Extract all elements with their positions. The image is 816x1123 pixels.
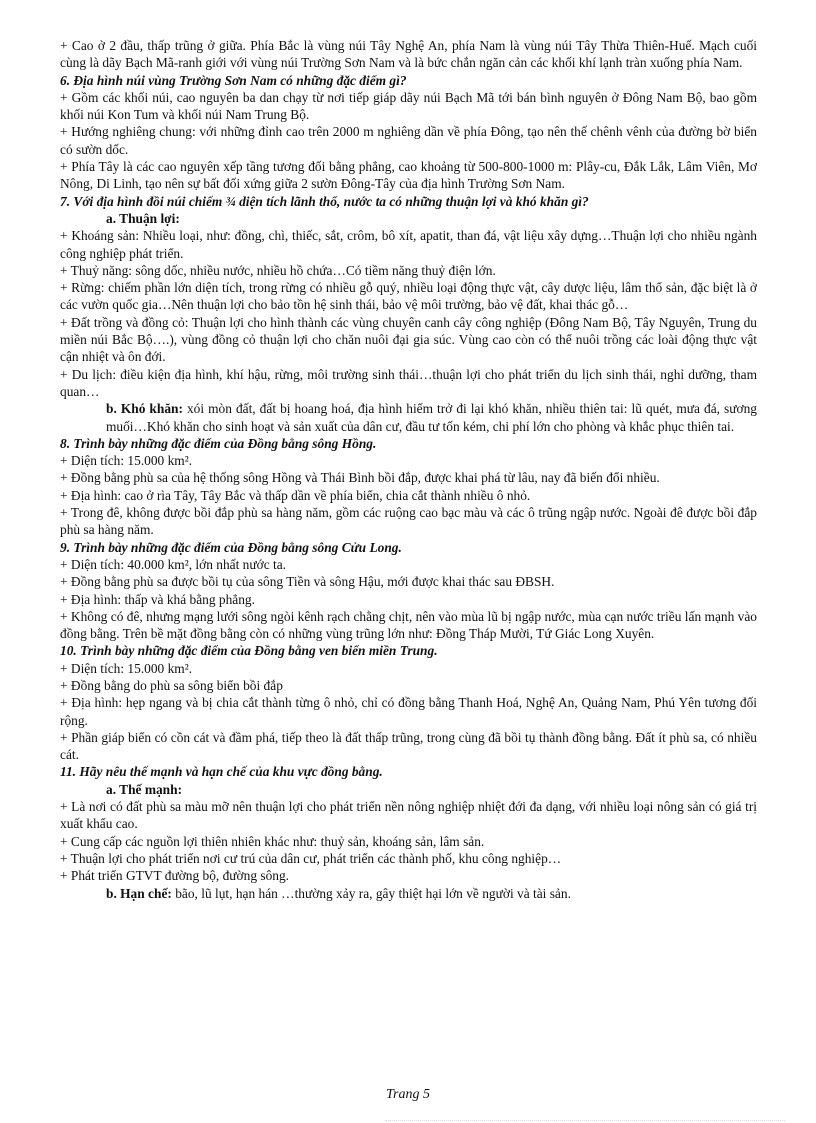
subsection — [60, 885, 757, 902]
bullet-paragraph: + Địa hình: thấp và khá bằng phẳng. — [60, 591, 255, 607]
bullet-paragraph: + Cao ở 2 đầu, thấp trũng ở giữa. Phía Bắc là vùng núi Tây Nghệ An, phía Nam là vùng núi Tây Thừa Thiên-Huế. Mạch cuối cùng là dãy Bạch Mã-ranh giới với vùng núi Trường Sơn Nam và là bức chắn ngăn cản các khối khí lạnh tràn xuống phía Nam. — [60, 38, 757, 71]
bullet-paragraph: + Phía Tây là các cao nguyên xếp tầng tương đối bằng phẳng, cao khoảng từ 500-800-1000 m: Plây-cu, Đắk Lắk, Lâm Viên, Mơ Nông, Di Linh, tạo nên sự bất đối xứng giữa 2 sườn Đông-Tây của địa hình Trường Sơn Nam. — [60, 159, 757, 192]
question-heading: 7. Với địa hình đồi núi chiếm ¾ diện tích lãnh thổ, nước ta có những thuận lợi và khó khăn gì? — [60, 193, 589, 209]
question-heading: 8. Trình bày những đặc điểm của Đồng bằng sông Hồng. — [60, 435, 377, 451]
bullet-paragraph: + Địa hình: hẹp ngang và bị chia cắt thành từng ô nhỏ, chỉ có đồng bằng Thanh Hoá, Nghệ An, Quảng Nam, Phú Yên tương đối rộng. — [60, 695, 757, 728]
subsection-text: xói mòn đất, đất bị hoang hoá, địa hình hiểm trở đi lại khó khăn, nhiều thiên tai: lũ quét, mưa đá, sương muối…Khó khăn cho sinh hoạt và sản xuất của dân cư, đầu tư tốn kém, chi phí lớn cho phòng và khắc phục thiên tai. — [106, 401, 757, 434]
bullet-paragraph: + Du lịch: điều kiện địa hình, khí hậu, rừng, môi trường sinh thái…thuận lợi cho phát triển du lịch sinh thái, nghỉ dưỡng, tham quan… — [60, 366, 757, 399]
bullet-paragraph: + Địa hình: cao ở rìa Tây, Tây Bắc và thấp dần về phía biển, chia cắt thành nhiều ô nhỏ. — [60, 487, 531, 503]
question-heading: 11. Hãy nêu thế mạnh và hạn chế của khu vực đồng bằng. — [60, 764, 383, 780]
bullet-paragraph: + Hướng nghiêng chung: với những đỉnh cao trên 2000 m nghiêng dần về phía Đông, tạo nên thế chênh vênh của đường bờ biển có sườn dốc. — [60, 124, 757, 157]
question-heading: 10. Trình bày những đặc điểm của Đồng bằng ven biển miền Trung. — [60, 643, 438, 659]
subsection — [60, 781, 757, 798]
subsection-label: b. Hạn chế: — [106, 885, 172, 901]
bullet-paragraph: + Phần giáp biển có cồn cát và đầm phá, tiếp theo là đất thấp trũng, trong cùng đã bồi tụ thành đồng bằng. Đất ít phù sa, có nhiều cát. — [60, 729, 757, 763]
bullet-paragraph: + Rừng: chiếm phần lớn diện tích, trong rừng có nhiều gỗ quý, nhiều loại động thực vật, cây dược liệu, lâm thổ sản, đặc biệt là ở các vườn quốc gia…Nên thuận lợi cho bảo tồn hệ sinh thái, bảo vệ môi trường, bảo vệ đất, khai thác gỗ… — [60, 280, 757, 313]
bullet-paragraph: + Phát triển GTVT đường bộ, đường sông. — [60, 868, 290, 884]
subsection-text: bão, lũ lụt, hạn hán …thường xảy ra, gây thiệt hại lớn về người và tài sản. — [171, 885, 571, 901]
subsection-label: a. Thuận lợi: — [106, 210, 180, 226]
bullet-paragraph: + Thuận lợi cho phát triển nơi cư trú của dân cư, phát triển các thành phố, khu công nghiệp… — [60, 850, 562, 866]
subsection — [60, 210, 757, 227]
bullet-paragraph: + Là nơi có đất phù sa màu mỡ nên thuận lợi cho phát triển nền nông nghiệp nhiệt đới đa dạng, với nhiều loại nông sản có giá trị xuất khẩu cao. — [60, 799, 757, 832]
bullet-paragraph: + Khoáng sản: Nhiều loại, như: đồng, chì, thiếc, sắt, crôm, bô xít, apatit, than đá, vật liệu xây dựng…Thuận lợi cho nhiều ngành công nghiệp phát triển. — [60, 228, 757, 261]
bullet-paragraph: + Đồng bằng do phù sa sông biển bồi đắp — [60, 677, 283, 693]
question-heading: 6. Địa hình núi vùng Trường Sơn Nam có những đặc điểm gì? — [60, 72, 407, 88]
bullet-paragraph: + Đồng bằng phù sa được bồi tụ của sông Tiền và sông Hậu, mới được khai thác sau ĐBSH. — [60, 574, 555, 590]
bullet-paragraph: + Diện tích: 15.000 km². — [60, 453, 193, 469]
footer-divider — [385, 1120, 785, 1121]
bullet-paragraph: + Diện tích: 15.000 km². — [60, 660, 193, 676]
bullet-paragraph: + Thuỷ năng: sông dốc, nhiều nước, nhiều hồ chứa…Có tiềm năng thuỷ điện lớn. — [60, 262, 496, 278]
page-number: Trang 5 — [386, 1087, 430, 1102]
bullet-paragraph: + Gồm các khối núi, cao nguyên ba dan chạy từ nơi tiếp giáp dãy núi Bạch Mã tới bán bình nguyên ở Đông Nam Bộ, bao gồm khối núi Kon Tum và khối núi Nam Trung Bộ. — [60, 89, 757, 123]
subsection-label: a. Thế mạnh: — [106, 781, 183, 797]
document-body — [60, 37, 757, 902]
subsection-label: b. Khó khăn: — [106, 401, 183, 417]
bullet-paragraph: + Đất trồng và đồng cỏ: Thuận lợi cho hình thành các vùng chuyên canh cây công nghiệp (Đông Nam Bộ, Tây Nguyên, Trung du miền núi Bắc Bộ….), vùng đồng cỏ thuận lợi cho chăn nuôi đại gia súc. Vùng cao còn có thể nuôi trồng các loài động thực vật cận nhiệt và ôn đới. — [60, 314, 757, 365]
bullet-paragraph: + Cung cấp các nguồn lợi thiên nhiên khác như: thuỷ sản, khoáng sản, lâm sản. — [60, 833, 485, 849]
bullet-paragraph: + Đồng bằng phù sa của hệ thống sông Hồng và Thái Bình bồi đắp, được khai phá từ lâu, nay đã biến đổi nhiều. — [60, 470, 660, 486]
bullet-paragraph: + Diện tích: 40.000 km², lớn nhất nước ta. — [60, 556, 286, 572]
bullet-paragraph: + Không có đê, nhưng mạng lưới sông ngòi kênh rạch chằng chịt, nên vào mùa lũ bị ngập nước, mùa cạn nước triều lấn mạnh vào đồng bằng. Trên bề mặt đồng bằng còn có những vùng trũng lớn như: Đồng Tháp Mười, Tứ Giác Long Xuyên. — [60, 608, 757, 642]
question-heading: 9. Trình bày những đặc điểm của Đồng bằng sông Cửu Long. — [60, 539, 402, 555]
subsection — [60, 400, 757, 435]
bullet-paragraph: + Trong đê, không được bồi đắp phù sa hàng năm, gồm các ruộng cao bạc màu và các ô trũng ngập nước. Ngoài đê được bồi đắp phù sa hàng năm. — [60, 505, 757, 538]
